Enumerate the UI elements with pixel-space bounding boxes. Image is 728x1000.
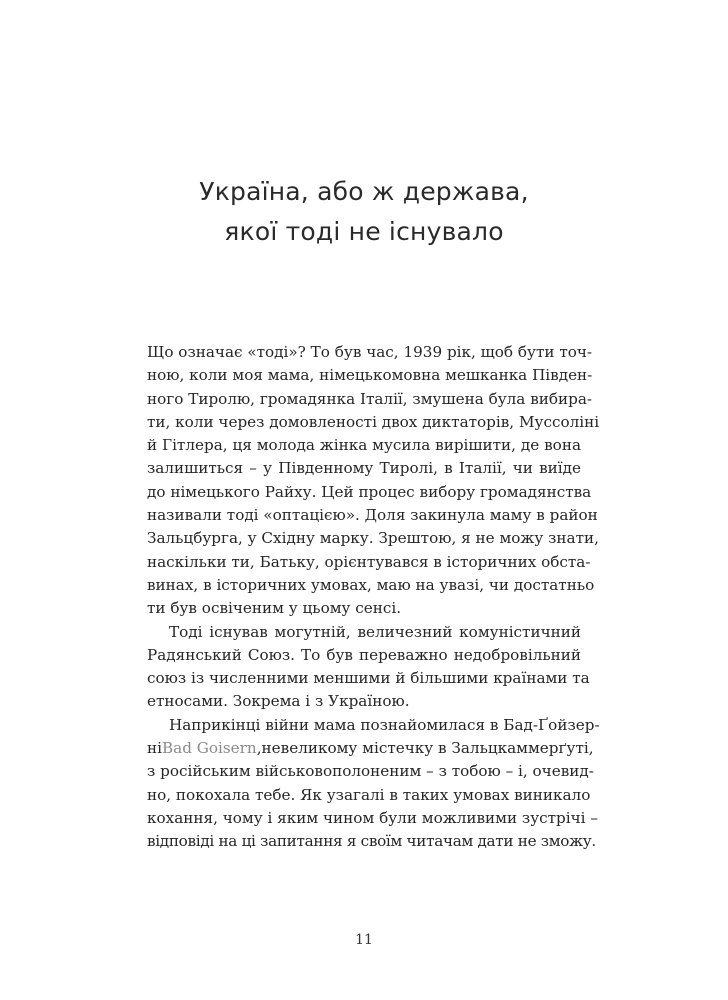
text-line: Зальцбурга, у Східну марку. Зрештою, я не можу знати, <box>147 529 599 548</box>
text-line: ти був освіченим у цьому сенсі. <box>147 599 402 618</box>
text-line: Радянський Союз. То був переважно недобровільний <box>147 645 581 664</box>
text-fragment: , <box>256 739 262 758</box>
text-line: Тоді існував могутній, величезний комуністичний <box>169 622 581 641</box>
text-line: ною, коли моя мама, німецькомовна мешканка Півден- <box>147 366 593 385</box>
text-line: етносами. Зокрема і з Україною. <box>147 692 410 711</box>
chapter-title-line-2: якої тоді не існувало <box>224 217 504 246</box>
text-line: й Гітлера, ця молода жінка мусила вирішити, де вона <box>147 436 581 455</box>
text-fragment: ні <box>147 739 162 758</box>
chapter-title <box>0 172 728 252</box>
text-line <box>147 737 594 760</box>
paragraph-2 <box>147 621 590 714</box>
text-line: наскільки ти, Батьку, орієнтувався в історичних обста- <box>147 552 591 571</box>
text-line: но, покохала тебе. Як узагалі в таких умовах виникало <box>147 785 591 804</box>
paragraph-3 <box>147 714 600 854</box>
chapter-title-line-1: Україна, або ж держава, <box>199 177 529 206</box>
text-line: називали тоді «оптацією». Доля закинула маму в район <box>147 506 598 525</box>
text-line: ти, коли через домовленості двох диктаторів, Муссоліні <box>147 412 600 431</box>
text-fragment: невеликому містечку в Зальцкаммерґуті, <box>261 739 594 758</box>
text-line: союз із численними меншими й більшими країнами та <box>147 669 590 688</box>
text-line: відповіді на ці запитання я своїм читачам дати не зможу. <box>147 832 596 851</box>
body-text <box>147 341 600 854</box>
page-number: 11 <box>355 932 373 948</box>
text-line: Наприкінці війни мама познайомилася в Бад-Ґойзер- <box>169 715 600 734</box>
text-line: кохання, чому і яким чином були можливими зустрічі – <box>147 808 598 827</box>
text-line: винах, в історичних умовах, маю на увазі, чи достатньо <box>147 575 595 594</box>
text-line: до німецького Райху. Цей процес вибору громадянства <box>147 482 592 501</box>
paragraph-1 <box>147 341 600 621</box>
text-line: з російським військовополоненим – з тобою – і, очевид- <box>147 762 594 781</box>
text-line: залишиться – у Південному Тиролі, в Італії, чи виїде <box>147 459 581 478</box>
text-line: ного Тиролю, громадянка Італії, змушена була вибира- <box>147 389 593 408</box>
text-line: Що означає «тоді»? То був час, 1939 рік, щоб бути точ- <box>147 343 593 361</box>
foreign-term: Bad Goisern <box>161 739 257 758</box>
